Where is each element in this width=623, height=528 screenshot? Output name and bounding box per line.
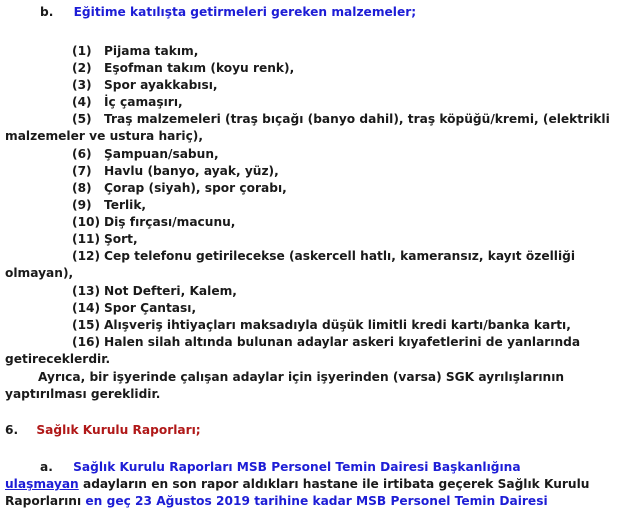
item-text: Halen silah altında bulunan adaylar askeri kıyafetlerini de yanlarında [104, 335, 581, 349]
item-text: İç çamaşırı, [104, 95, 183, 109]
item-text: Şort, [104, 232, 138, 246]
list-item [72, 77, 218, 94]
item-text: Not Defteri, Kalem, [104, 284, 237, 298]
list-item [72, 163, 279, 180]
item-continuation: olmayan), [5, 266, 74, 280]
item-text: Spor ayakkabısı, [104, 78, 218, 92]
item-number: (9) [72, 198, 92, 212]
item-text: Pijama takım, [104, 44, 199, 58]
list-item [72, 283, 237, 300]
section-6a-text: adayların en son rapor aldıkları hastane ile irtibata geçerek Sağlık Kurulu [78, 477, 590, 491]
list-item [72, 231, 138, 248]
section-6a-line-1 [40, 459, 521, 476]
section-6a-marker: a. [40, 460, 53, 474]
list-item [72, 197, 146, 214]
item-number: (13) [72, 284, 101, 298]
item-number: (5) [72, 112, 92, 126]
section-6a-line-3 [5, 493, 548, 510]
section-6a-line-2 [5, 476, 589, 493]
section-6a-text-start: Raporlarını [5, 494, 86, 508]
item-number: (15) [72, 318, 101, 332]
item-number: (7) [72, 164, 92, 178]
section-b-marker: b. [40, 5, 54, 19]
section-b-heading [40, 4, 416, 21]
item-text: Cep telefonu getirilecekse (askercell hatlı, kameransız, kayıt özelliği [104, 249, 576, 263]
item-text: Eşofman takım (koyu renk), [104, 61, 295, 75]
section-b-title: Eğitime katılışta getirmeleri gereken malzemeler; [73, 5, 417, 19]
list-item [72, 94, 183, 111]
item-number: (12) [72, 249, 101, 263]
section-6-marker: 6. [5, 423, 19, 437]
list-item [72, 300, 196, 317]
item-text: Alışveriş ihtiyaçları maksadıyla düşük limitli kredi kartı/banka kartı, [104, 318, 571, 332]
section-6a-underlined: ulaşmayan [5, 477, 79, 491]
item-text: Diş fırçası/macunu, [104, 215, 236, 229]
list-item [72, 60, 294, 77]
list-item [72, 317, 571, 334]
item-number: (14) [72, 301, 101, 315]
list-item [72, 214, 235, 231]
item-number: (6) [72, 147, 92, 161]
list-item [72, 146, 219, 163]
item-text: Traş malzemeleri (traş bıçağı (banyo dahil), traş köpüğü/kremi, (elektrikli [104, 112, 610, 126]
list-item [72, 43, 198, 60]
item-text: Terlik, [104, 198, 147, 212]
item-number: (3) [72, 78, 92, 92]
item-number: (2) [72, 61, 92, 75]
section-6-title: Sağlık Kurulu Raporları; [36, 423, 201, 437]
list-item [72, 111, 610, 128]
item-text: Şampuan/sabun, [104, 147, 219, 161]
list-item [72, 180, 287, 197]
note-line-1: Ayrıca, bir işyerinde çalışan adaylar için işyerinden (varsa) SGK ayrılışlarının [38, 370, 565, 384]
list-item [72, 248, 575, 265]
section-6a-blue-text: Sağlık Kurulu Raporları MSB Personel Temin Dairesi Başkanlığına [73, 460, 521, 474]
item-text: Spor Çantası, [104, 301, 197, 315]
list-item [72, 334, 580, 351]
item-number: (1) [72, 44, 92, 58]
item-number: (10) [72, 215, 101, 229]
item-text: Havlu (banyo, ayak, yüz), [104, 164, 279, 178]
item-continuation: getireceklerdir. [5, 352, 111, 366]
item-number: (16) [72, 335, 101, 349]
section-6a-deadline: en geç 23 Ağustos 2019 tarihine kadar MSB Personel Temin Dairesi [85, 494, 548, 508]
item-continuation: malzemeler ve ustura hariç), [5, 129, 203, 143]
note-line-2: yaptırılması gereklidir. [5, 387, 161, 401]
item-text: Çorap (siyah), spor çorabı, [104, 181, 287, 195]
section-6-heading [5, 422, 201, 439]
item-number: (8) [72, 181, 92, 195]
item-number: (11) [72, 232, 101, 246]
item-number: (4) [72, 95, 92, 109]
